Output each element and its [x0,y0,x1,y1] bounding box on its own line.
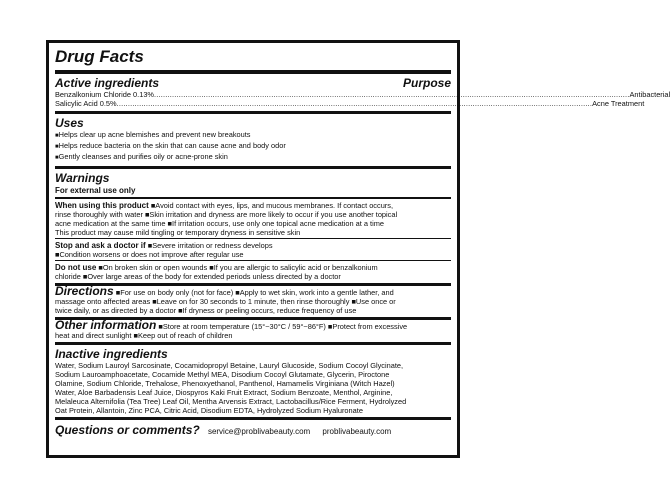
other-info-heading: Other information [55,318,157,332]
inactive-line: Sodium Lauroamphoacetate, Cocamide Methyl MEA, Disodium Cocoyl Glutamate, Glycerin, Piroctone [55,370,390,379]
directions-heading: Directions [55,284,114,298]
uses-section [55,114,451,169]
when-using-label: When using this product [55,201,149,210]
active-ingredients-section [55,74,670,114]
leader-dots: ................................................................................................................................................................................................................... [154,90,630,99]
directions-line: massage onto affected areas ■Leave on for 30 seconds to 1 minute, then rinse thoroughly ■Use once or [55,297,396,306]
active-name: Salicylic Acid 0.5% [55,99,117,108]
active-row [55,90,670,99]
when-using-line: This product may cause mild tingling or temporary dryness in sensitive skin [55,228,301,237]
inactive-line: Melaleuca Alternifolia (Tea Tree) Leaf Oil, Mentha Arvensis Extract, Lactobacillus/Rice Ferment, Hydrolyzed [55,397,407,406]
contact-email[interactable]: service@problivabeauty.com [207,427,311,436]
stop-ask-label: Stop and ask a doctor if [55,241,146,250]
uses-item: ■Helps reduce bacteria on the skin that can cause acne and body odor [55,141,286,150]
uses-item: ■Helps clear up acne blemishes and prevent new breakouts [55,130,251,139]
uses-heading: Uses [55,116,84,130]
leader-dots: ................................................................................................................................................................................................................... [116,99,593,108]
active-header [55,76,451,90]
directions-line: twice daily, or as directed by a doctor ■If dryness or peeling occurs, reduce frequency of use [55,306,357,315]
active-name: Benzalkonium Chloride 0.13% [55,90,155,99]
active-purpose: Acne Treatment [592,99,645,108]
inactive-ingredients-heading: Inactive ingredients [55,347,168,361]
questions-heading: Questions or comments? [55,423,200,437]
do-not-use-block: Do not use ■On broken skin or open wounds ■If you are allergic to salicylic acid or benzalkonium chloride ■Over large areas of the body for extended periods unless directed by a doctor [55,261,451,281]
stop-ask-line: ■Condition worsens or does not improve after regular use [55,250,244,259]
purpose-heading: Purpose [402,76,451,90]
contact-website[interactable]: problivabeauty.com [322,427,392,436]
when-using-line: acne medication at the same time ■If irritation occurs, use only one topical acne medication at a time [55,219,384,228]
when-using-line: rinse thoroughly with water ■Skin irritation and dryness are more likely to occur if you use another topical [55,210,398,219]
directions-section: Directions ■For use on body only (not for face) ■Apply to wet skin, work into a gentle lather, and massage onto affected areas ■Leave on for 30 seconds to 1 minute, then rinse thoroughly ■Use once or twice daily, or as directed by a doctor ■If dryness or peeling occurs, reduce frequency of use [55,286,451,320]
do-not-use-line: chloride ■Over large areas of the body for extended periods unless directed by a doctor [55,272,341,281]
warnings-heading: Warnings [55,171,110,185]
inactive-ingredients-section [55,345,451,420]
uses-item: ■Gently cleanses and purifies oily or acne-prone skin [55,152,228,161]
warnings-section [55,169,451,286]
questions-section [55,420,451,437]
active-row [55,99,645,108]
do-not-use-label: Do not use [55,263,97,272]
inactive-line: Water, Sodium Lauroyl Sarcosinate, Cocamidopropyl Betaine, Lauryl Glucoside, Sodium Cocoyl Glycinate, [55,361,404,370]
inactive-line: Water, Aloe Barbadensis Leaf Juice, Diospyros Kaki Fruit Extract, Sodium Benzoate, Menthol, Arginine, [55,388,393,397]
inactive-line: Olamine, Sodium Chloride, Trehalose, Phenoxyethanol, Panthenol, Hamamelis Virginiana (Witch Hazel) [55,379,395,388]
drug-facts-title: Drug Facts [55,43,451,74]
external-use-note: For external use only [55,185,451,199]
when-using-block: When using this product ■Avoid contact with eyes, lips, and mucous membranes. If contact occurs, rinse thoroughly with water ■Skin irritation and dryness are more likely to occur if you use another topical acne medication at the same time ■If irritation occurs, use only one topical acne medication at a time This product may cause mild tingling or temporary dryness in sensitive skin [55,199,451,239]
inactive-line: Oat Protein, Allantoin, Zinc PCA, Citric Acid, Disodium EDTA, Hydrolyzed Sodium Hyaluronate [55,406,363,415]
other-info-section: Other information ■Store at room temperature (15°~30°C / 59°~86°F) ■Protect from excessive heat and direct sunlight ■Keep out of reach of children [55,320,451,345]
drug-facts-panel [46,40,670,458]
other-info-line: heat and direct sunlight ■Keep out of reach of children [55,331,233,340]
active-purpose: Antibacterial [629,90,670,99]
active-ingredients-heading: Active ingredients [55,76,160,90]
stop-ask-block: Stop and ask a doctor if ■Severe irritation or redness develops ■Condition worsens or does not improve after regular use [55,239,451,261]
